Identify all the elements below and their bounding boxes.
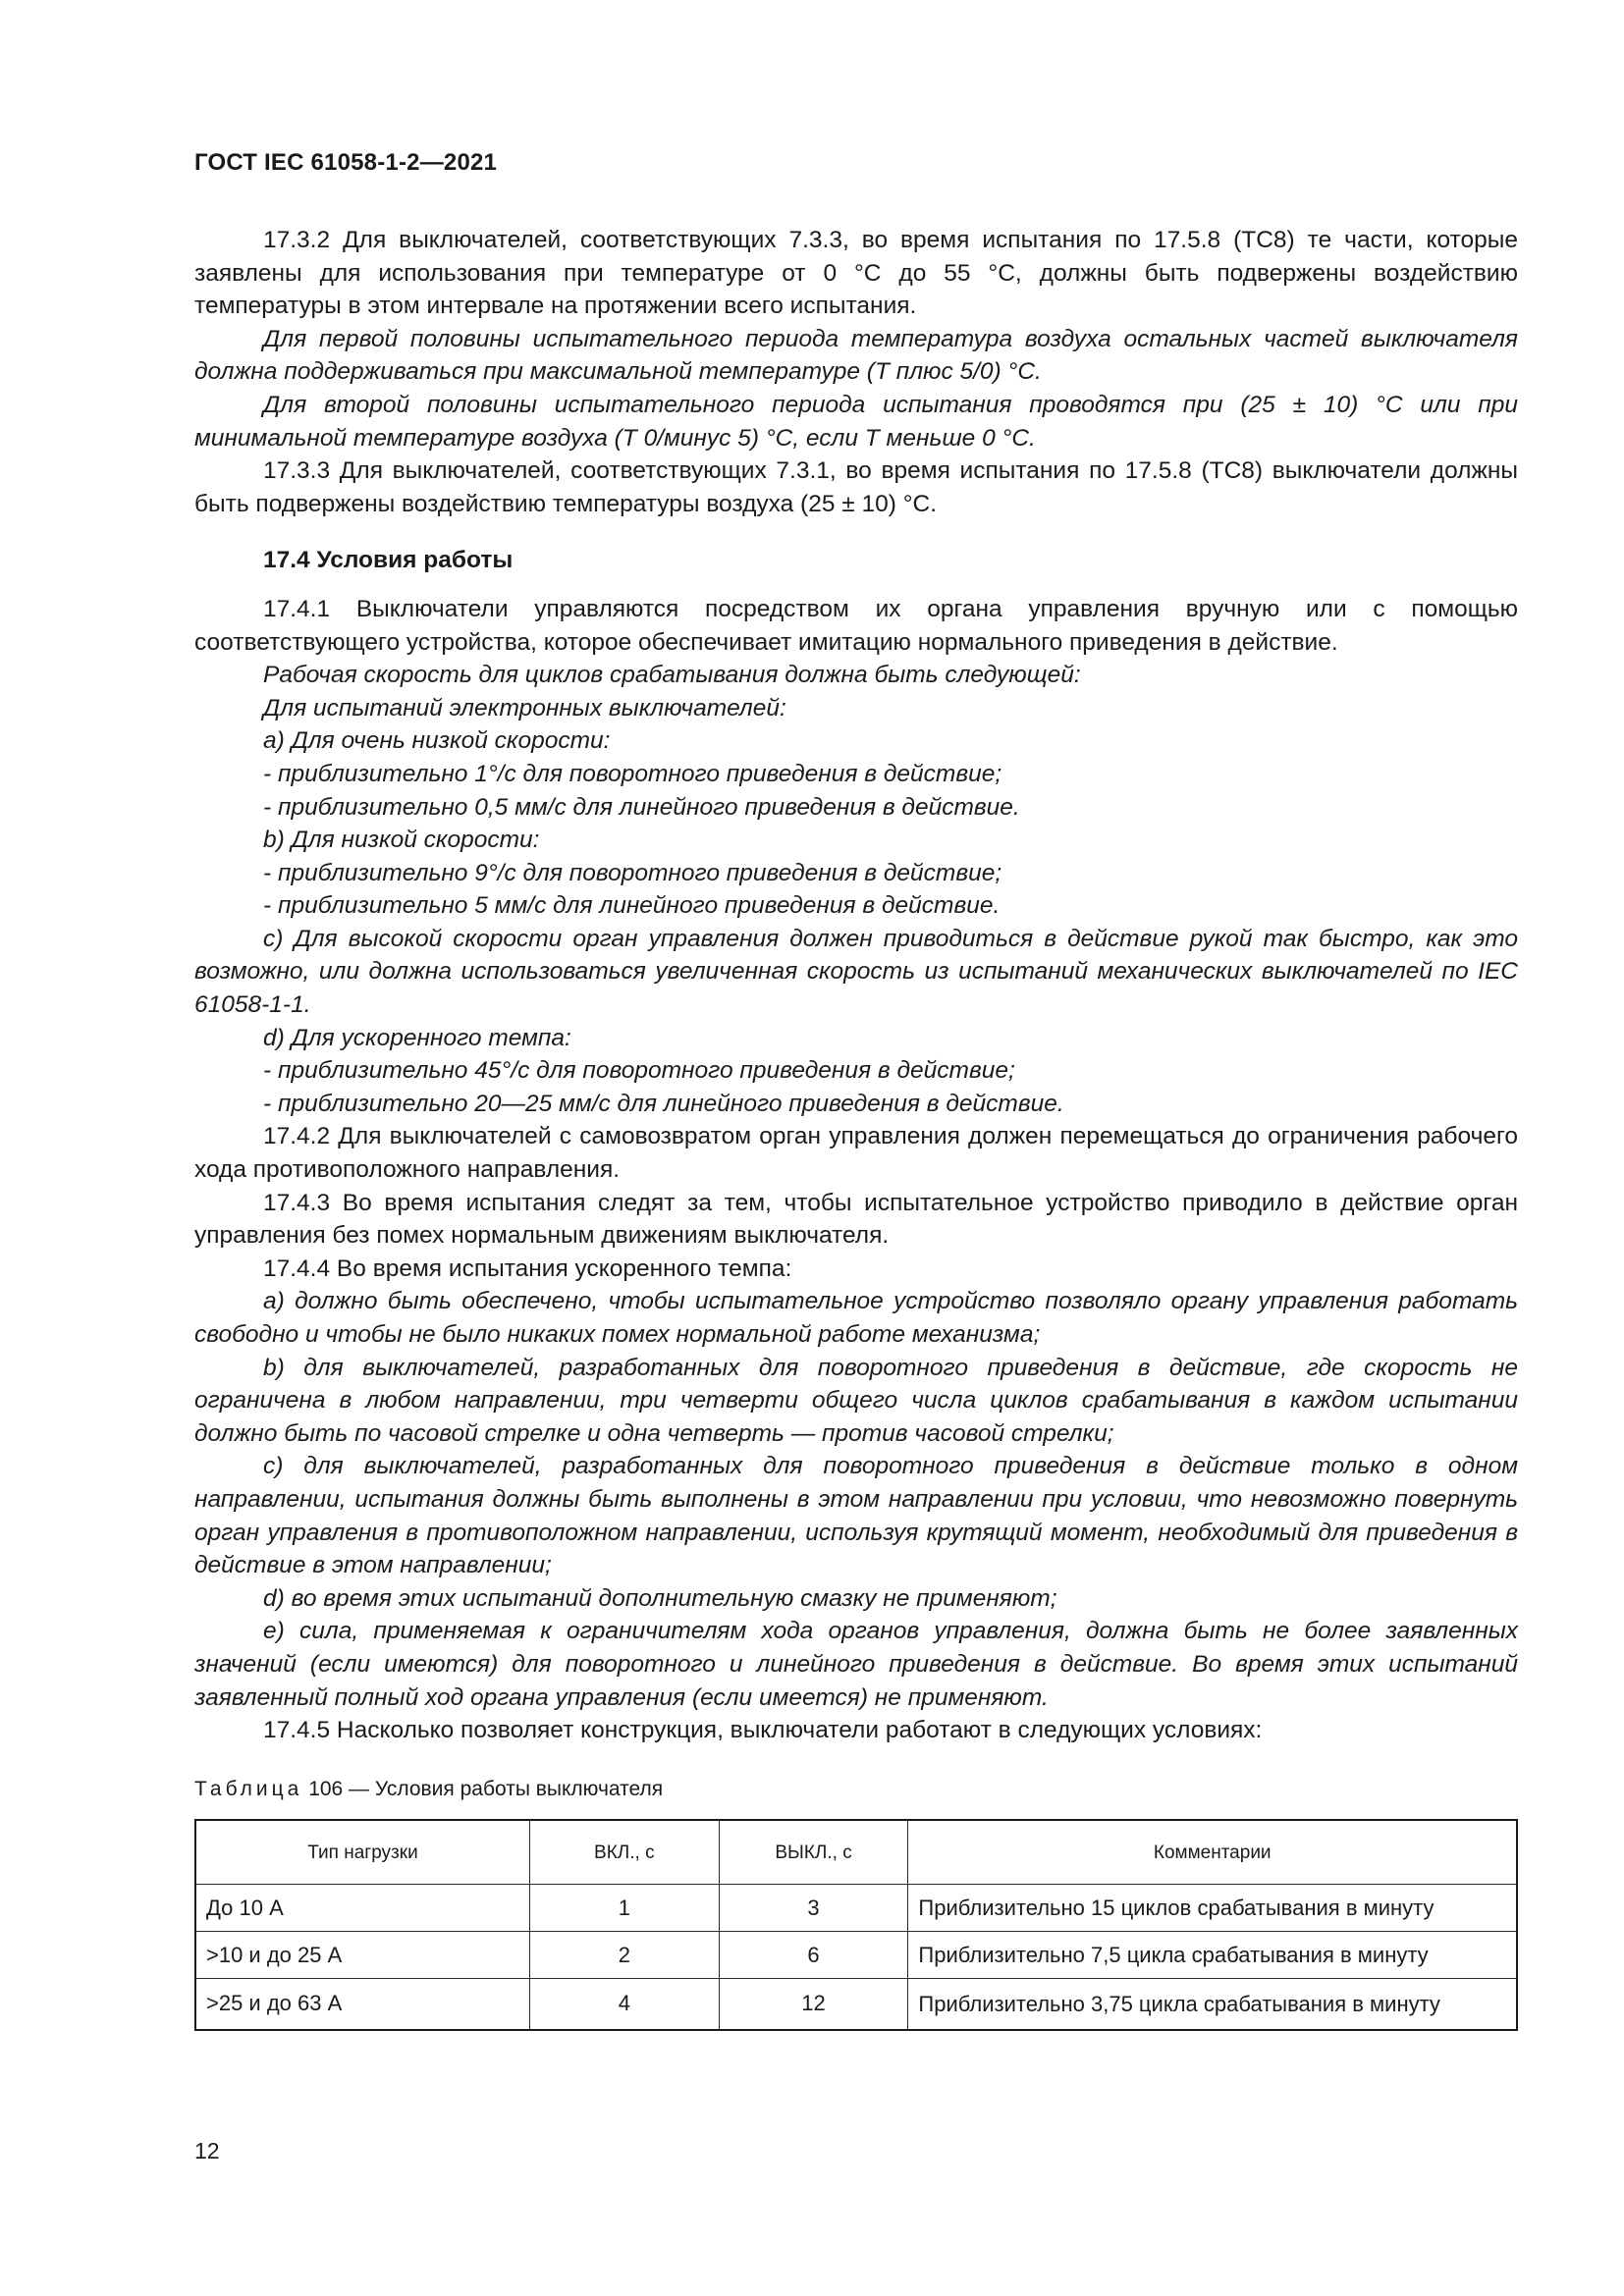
cell-on-time: 1 [529, 1885, 719, 1932]
page-body [194, 224, 1518, 2031]
header-on-time: ВКЛ., с [529, 1820, 719, 1885]
cell-off-time: 12 [719, 1979, 908, 2031]
paragraphs-top [194, 224, 1518, 520]
section-title: 17.4 Условия работы [263, 547, 514, 574]
table-caption-word: Таблица [194, 1777, 303, 1800]
cell-load-type: >10 и до 25 А [195, 1932, 529, 1979]
paragraph: - приблизительно 0,5 мм/с для линейного приведения в действие. [263, 793, 1020, 821]
cell-load-type: До 10 А [195, 1885, 529, 1932]
table-row [195, 1885, 1517, 1932]
table-caption [194, 1773, 1518, 1806]
document-header: ГОСТ IEC 61058-1-2—2021 [194, 149, 498, 176]
cell-off-time: 6 [719, 1932, 908, 1979]
paragraph: e) сила, применяемая к ограничителям хода органов управления, должна быть не более заявленных значений (если имеются) для поворотного и линейного приведения в действие. Во время этих испытаний заявленный полный ход органа управления (если имеется) не применяют. [194, 1618, 1518, 1711]
header-comments: Комментарии [908, 1820, 1517, 1885]
paragraph: a) Для очень низкой скорости: [263, 727, 611, 755]
table-caption-title: 106 — Условия работы выключателя [308, 1777, 664, 1800]
paragraph: 17.3.2 Для выключателей, соответствующих 7.3.3, во время испытания по 17.5.8 (ТС8) те части, которые заявлены для использования при температуре от 0 °С до 55 °С, должны быть подвержены воздействию температуры в этом интервале на протяжении всего испытания. [194, 227, 1518, 320]
page-number: 12 [194, 2138, 220, 2163]
paragraph: - приблизительно 20—25 мм/с для линейного приведения в действие. [263, 1090, 1064, 1117]
paragraph: d) во время этих испытаний дополнительную смазку не применяют; [263, 1584, 1057, 1612]
paragraph: Для испытаний электронных выключателей: [263, 694, 786, 721]
paragraph: c) для выключателей, разработанных для поворотного приведения в действие только в одном направлении, испытания должны быть выполнены в этом направлении при условии, что невозможно повернуть орган управления в противоположном направлении, используя крутящий момент, необходимый для приведения в действие в этом направлении; [194, 1453, 1518, 1579]
paragraph: b) Для низкой скорости: [263, 827, 540, 854]
paragraph: 17.4.5 Насколько позволяет конструкция, выключатели работают в следующих условиях: [263, 1717, 1263, 1744]
cell-on-time: 2 [529, 1932, 719, 1979]
paragraph: b) для выключателей, разработанных для поворотного приведения в действие, где скорость не ограничена в любом направлении, три четверти общего числа циклов срабатывания в каждом испытании должно быть по часовой стрелке и одна четверть — против часовой стрелки; [194, 1354, 1518, 1447]
cell-comment: Приблизительно 15 циклов срабатывания в минуту [908, 1885, 1517, 1932]
cell-load-type: >25 и до 63 А [195, 1979, 529, 2031]
cell-comment: Приблизительно 7,5 цикла срабатывания в минуту [908, 1932, 1517, 1979]
paragraph: - приблизительно 5 мм/с для линейного приведения в действие. [263, 892, 1001, 920]
paragraph: a) должно быть обеспечено, чтобы испытательное устройство позволяло органу управления работать свободно и чтобы не было никаких помех нормальной работе механизма; [194, 1288, 1518, 1348]
paragraph: 17.4.4 Во время испытания ускоренного темпа: [263, 1255, 792, 1282]
paragraph: 17.4.2 Для выключателей с самовозвратом орган управления должен перемещаться до ограничения рабочего хода противоположного направления. [194, 1123, 1518, 1184]
paragraph: Для второй половины испытательного периода испытания проводятся при (25 ± 10) °С или при минимальной температуре воздуха (T 0/минус 5) °С, если T меньше 0 °С. [194, 391, 1518, 452]
table-row [195, 1932, 1517, 1979]
paragraph: Рабочая скорость для циклов срабатывания должна быть следующей: [263, 662, 1081, 689]
paragraphs-main [194, 593, 1518, 1747]
paragraph: 17.3.3 Для выключателей, соответствующих 7.3.1, во время испытания по 17.5.8 (ТС8) выключатели должны быть подвержены воздействию температуры воздуха (25 ± 10) °С. [194, 457, 1518, 517]
cell-comment: Приблизительно 3,75 цикла срабатывания в минуту [908, 1979, 1517, 2031]
paragraph: - приблизительно 9°/с для поворотного приведения в действие; [263, 859, 1002, 886]
header-load-type: Тип нагрузки [195, 1820, 529, 1885]
paragraph: - приблизительно 1°/с для поворотного приведения в действие; [263, 760, 1002, 787]
table-header-row [195, 1820, 1517, 1885]
paragraph: c) Для высокой скорости орган управления должен приводиться в действие рукой так быстро, как это возможно, или должна использоваться увеличенная скорость из испытаний механических выключателей по IEC 61058-1-1. [194, 925, 1518, 1019]
paragraph: - приблизительно 45°/с для поворотного приведения в действие; [263, 1057, 1015, 1085]
cell-off-time: 3 [719, 1885, 908, 1932]
cell-on-time: 4 [529, 1979, 719, 2031]
header-off-time: ВЫКЛ., с [719, 1820, 908, 1885]
table-row [195, 1979, 1517, 2031]
paragraph: Для первой половины испытательного периода температура воздуха остальных частей выключателя должна поддерживаться при максимальной температуре (T плюс 5/0) °С. [194, 325, 1518, 386]
paragraph: d) Для ускоренного темпа: [263, 1024, 571, 1051]
paragraph: 17.4.3 Во время испытания следят за тем, чтобы испытательное устройство приводило в действие орган управления без помех нормальным движениям выключателя. [194, 1189, 1518, 1250]
paragraph: 17.4.1 Выключатели управляются посредством их органа управления вручную или с помощью соответствующего устройства, которое обеспечивает имитацию нормального приведения в действие. [194, 595, 1518, 656]
operating-conditions-table [194, 1819, 1518, 2031]
